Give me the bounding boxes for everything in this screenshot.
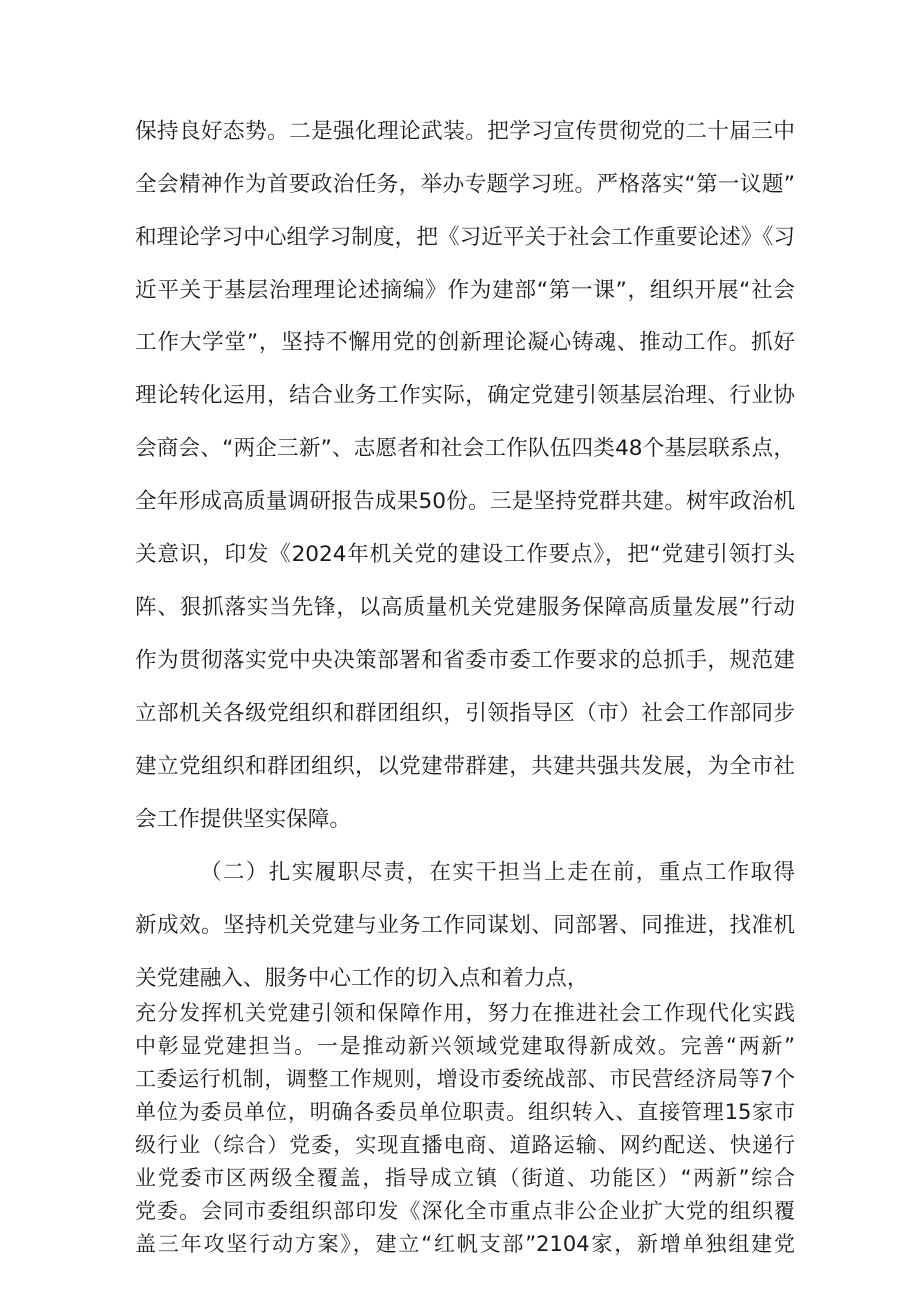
text-line: 关党建融入、服务中心工作的切入点和着力点， bbox=[135, 966, 589, 991]
text-line: 和理论学习中心组学习制度，把《习近平关于社会工作重要论述》《习 bbox=[135, 225, 795, 250]
text-line: 作为贯彻落实党中央决策部署和省委市委工作要求的总抓手，规范建 bbox=[135, 648, 795, 673]
text-line: 充分发挥机关党建引领和保障作用，努力在推进社会工作现代化实践 bbox=[135, 1001, 795, 1025]
text-line: 全年形成高质量调研报告成果50份。三是坚持党群共建。树牢政治机 bbox=[135, 489, 795, 514]
text-line: 业党委市区两级全覆盖，指导成立镇（街道、功能区）“两新”综合 bbox=[135, 1166, 795, 1190]
text-line: 新成效。坚持机关党建与业务工作同谋划、同部署、同推进，找准机 bbox=[135, 913, 795, 938]
text-line: 工委运行机制，调整工作规则，增设市委统战部、市民营经济局等7个 bbox=[135, 1067, 795, 1091]
text-line: 会商会、“两企三新”、志愿者和社会工作队伍四类48个基层联系点， bbox=[135, 436, 795, 461]
text-line: 全会精神作为首要政治任务，举办专题学习班。严格落实“第一议题” bbox=[135, 172, 795, 197]
text-line: 盖三年攻坚行动方案》，建立“红帆支部”2104家，新增单独组建党 bbox=[135, 1232, 795, 1256]
text-line: 工作大学堂”，坚持不懈用党的创新理论凝心铸魂、推动工作。抓好 bbox=[135, 330, 795, 355]
text-line: 立部机关各级党组织和群团组织，引领指导区（市）社会工作部同步 bbox=[135, 701, 795, 726]
text-line: 中彰显党建担当。一是推动新兴领域党建取得新成效。完善“两新” bbox=[135, 1034, 795, 1058]
text-line: 党委。会同市委组织部印发《深化全市重点非公企业扩大党的组织覆 bbox=[135, 1199, 795, 1223]
text-line: 关意识，印发《2024年机关党的建设工作要点》，把“党建引领打头 bbox=[135, 542, 795, 567]
text-line: 阵、狠抓落实当先锋，以高质量机关党建服务保障高质量发展”行动 bbox=[135, 595, 795, 620]
text-line: 理论转化运用，结合业务工作实际，确定党建引领基层治理、行业协 bbox=[135, 383, 795, 408]
text-line: 单位为委员单位，明确各委员单位职责。组织转入、直接管理15家市 bbox=[135, 1100, 795, 1124]
text-line: 近平关于基层治理理论述摘编》作为建部“第一课”，组织开展“社会 bbox=[135, 278, 795, 303]
text-line: 保持良好态势。二是强化理论武装。把学习宣传贯彻党的二十届三中 bbox=[135, 119, 795, 144]
text-line: 会工作提供坚实保障。 bbox=[135, 807, 351, 832]
paragraph-heading-line: （二）扎实履职尽责，在实干担当上走在前，重点工作取得 bbox=[200, 860, 795, 885]
text-line: 级行业（综合）党委，实现直播电商、道路运输、网约配送、快递行 bbox=[135, 1133, 795, 1157]
text-line: 建立党组织和群团组织，以党建带群建，共建共强共发展，为全市社 bbox=[135, 754, 795, 779]
